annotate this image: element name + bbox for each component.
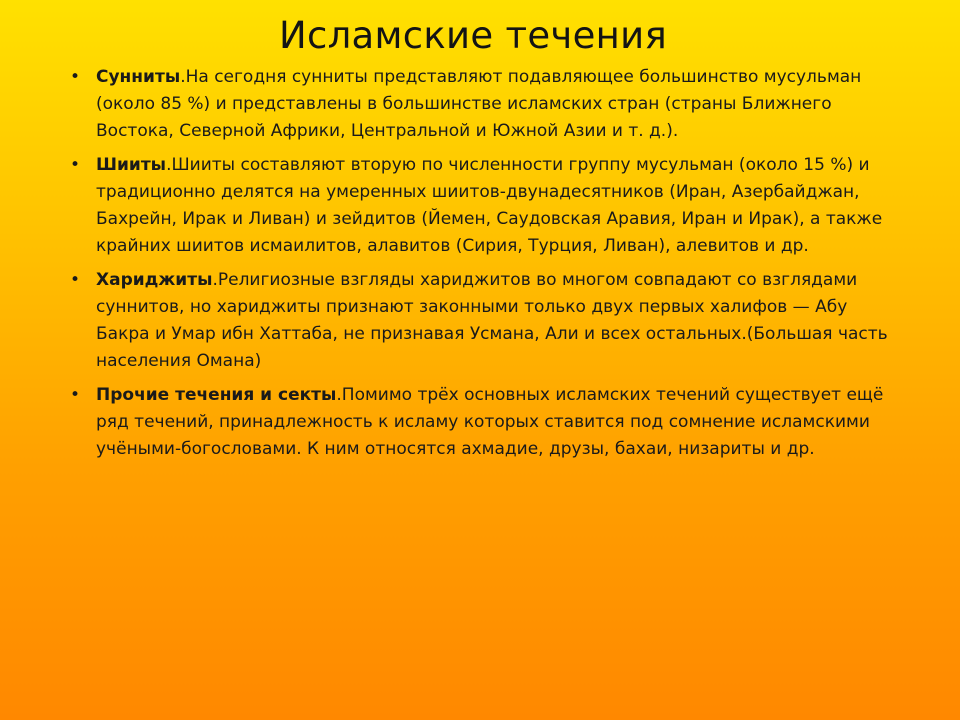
bullet-text: .Шииты составляют вторую по численности группу мусульман (около 15 %) и традиционно делятся на умеренных шиитов-двунадесятников (Иран, Азербайджан, Бахрейн, Ирак и Ливан) и зейдитов (Йемен, Саудовская Аравия, Иран и Ирак), а также крайних шиитов исмаилитов, алавитов (Сирия, Турция, Ливан), алевитов и др. bbox=[96, 155, 883, 256]
bullet-text: .Помимо трёх основных исламских течений существует ещё ряд течений, принадлежность к исламу которых ставится под сомнение исламскими учёными-богословами. К ним относятся ахмадие, друзы, бахаи, низариты и др. bbox=[96, 385, 884, 459]
bullet-text: .Религиозные взгляды хариджитов во многом совпадают со взглядами суннитов, но хариджиты признают законными только двух первых халифов — Абу Бакра и Умар ибн Хаттаба, не признавая Усмана, Али и всех остальных.(Большая часть населения Омана) bbox=[96, 270, 888, 371]
slide-title: Исламские течения bbox=[278, 14, 668, 57]
bullet-icon: • bbox=[70, 385, 81, 405]
bullet-item-shia bbox=[68, 152, 888, 260]
bullet-term: Прочие течения и секты bbox=[96, 385, 337, 405]
bullet-icon: • bbox=[70, 67, 81, 87]
bullet-list bbox=[68, 64, 888, 470]
bullet-term: Хариджиты bbox=[96, 270, 213, 290]
bullet-item-kharijites bbox=[68, 267, 888, 375]
bullet-item-other-sects bbox=[68, 382, 888, 463]
bullet-term: Сунниты bbox=[96, 67, 181, 87]
bullet-term: Шииты bbox=[96, 155, 167, 175]
bullet-icon: • bbox=[70, 155, 81, 175]
bullet-item-sunni bbox=[68, 64, 888, 145]
bullet-icon: • bbox=[70, 270, 81, 290]
bullet-text: .На сегодня сунниты представляют подавляющее большинство мусульман (около 85 %) и представлены в большинстве исламских стран (страны Ближнего Востока, Северной Африки, Центральной и Южной Азии и т. д.). bbox=[96, 67, 862, 141]
